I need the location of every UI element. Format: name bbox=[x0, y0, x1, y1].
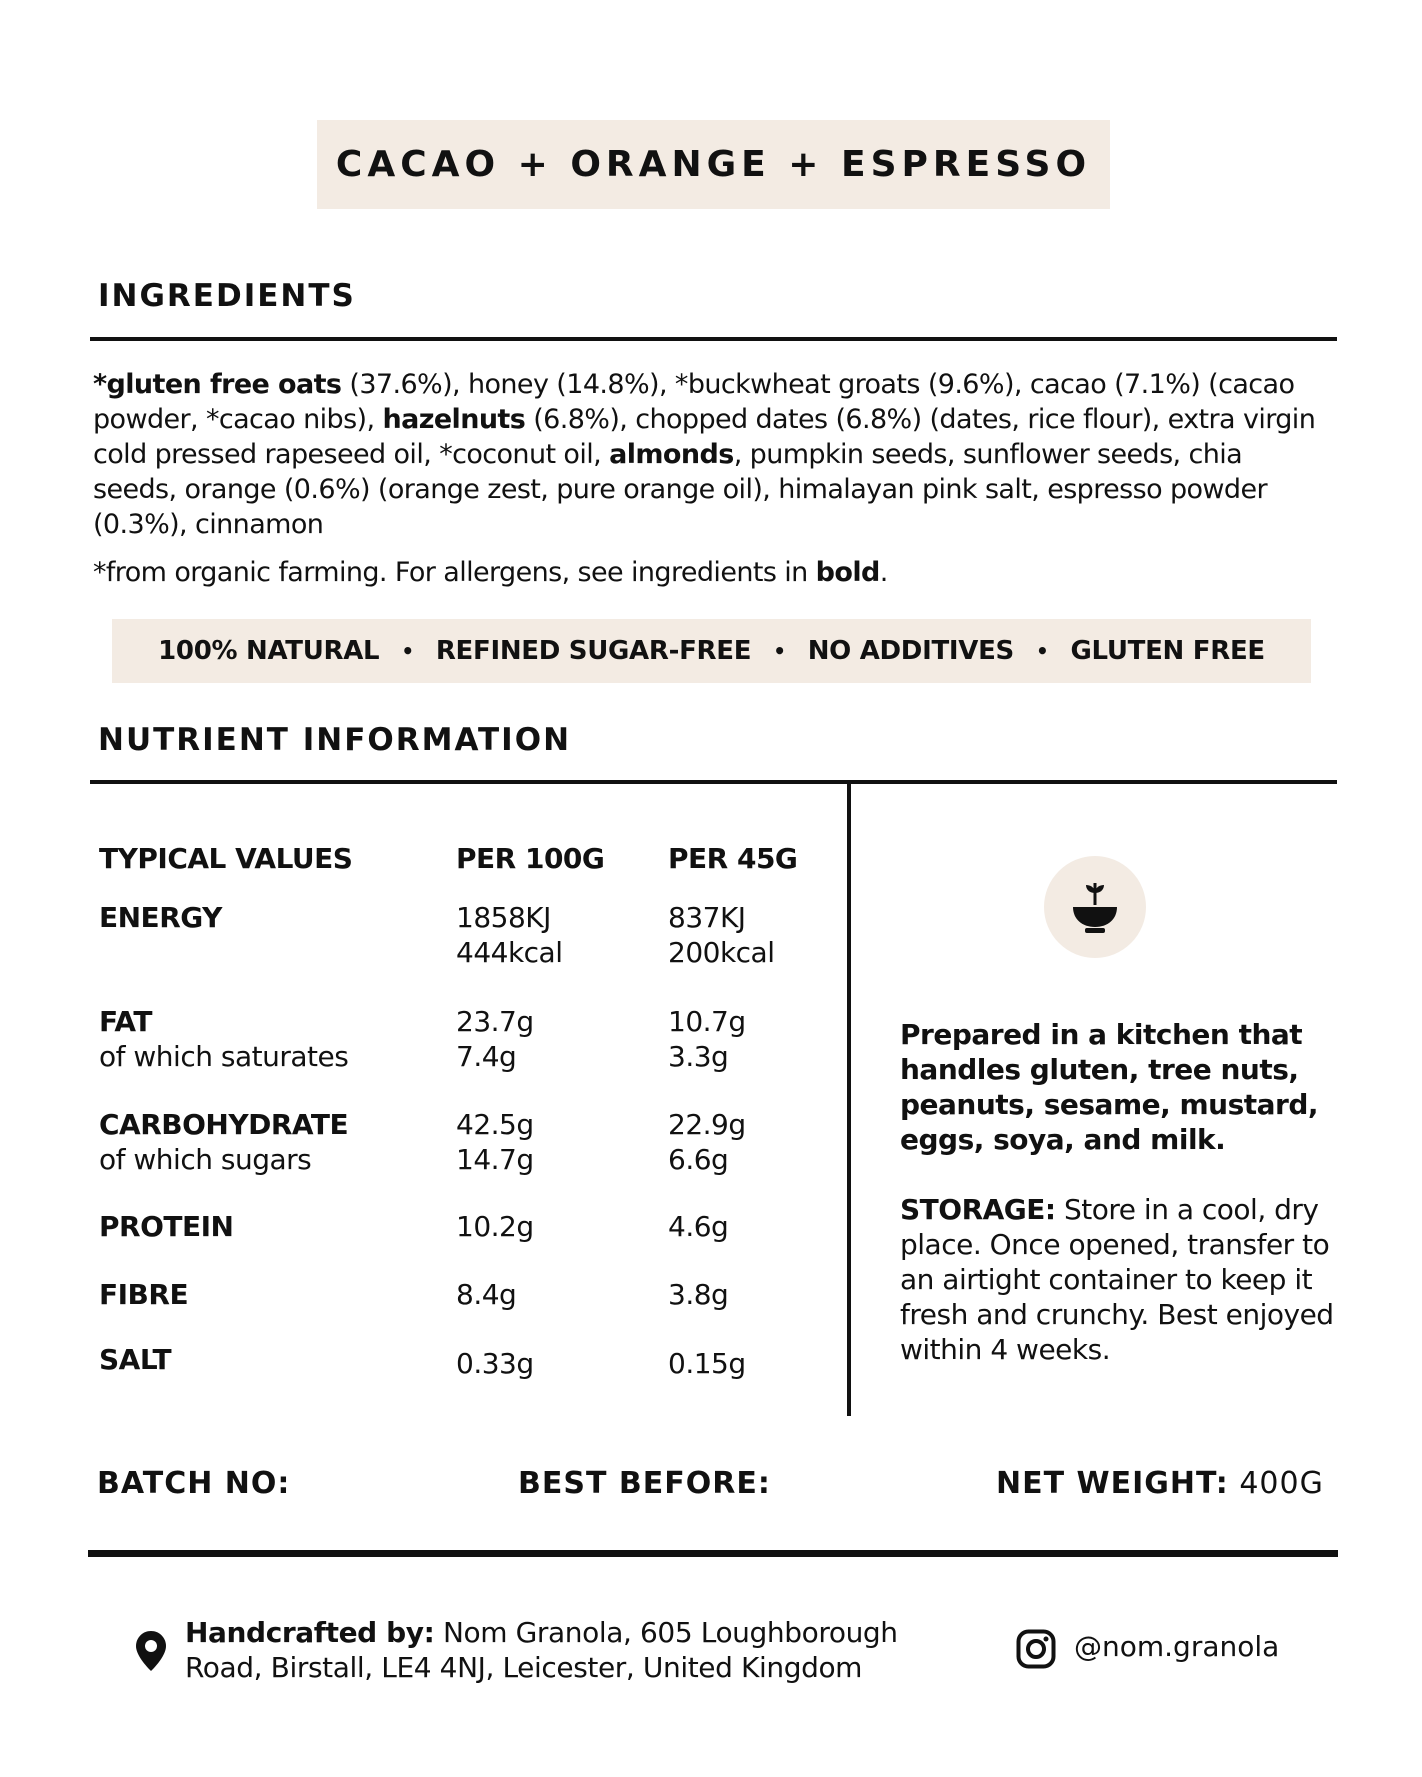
fibre-per45: 3.8g bbox=[668, 1278, 729, 1311]
instagram-icon[interactable] bbox=[1016, 1629, 1056, 1669]
sugars-label: of which sugars bbox=[99, 1143, 312, 1176]
net-weight-label: NET WEIGHT: bbox=[996, 1466, 1229, 1501]
energy-per100-kj: 1858KJ bbox=[456, 901, 551, 934]
energy-per45-kj: 837KJ bbox=[668, 901, 746, 934]
header-typical-values: TYPICAL VALUES bbox=[99, 842, 353, 875]
claim-separator: • bbox=[401, 639, 414, 663]
ingredient-allergen: almonds bbox=[609, 439, 734, 470]
storage-text: Store in a cool, dry place. Once opened, transfer to an airtight container to keep it fresh and crunchy. Best enjoyed within 4 weeks. bbox=[900, 1193, 1334, 1366]
claim-item: GLUTEN FREE bbox=[1070, 636, 1265, 666]
claim-item: NO ADDITIVES bbox=[807, 636, 1014, 666]
protein-label: PROTEIN bbox=[99, 1210, 234, 1243]
instagram-handle[interactable]: @nom.granola bbox=[1074, 1630, 1280, 1663]
product-title-box bbox=[317, 120, 1110, 209]
organic-note-suffix: . bbox=[879, 557, 888, 588]
bowl-sprout-icon bbox=[1072, 879, 1118, 935]
header-per-45g: PER 45G bbox=[668, 842, 798, 875]
fat-label: FAT bbox=[99, 1005, 153, 1038]
claim-item: REFINED SUGAR-FREE bbox=[435, 636, 752, 666]
ingredient-text: (37.6%), honey (14.8%), *buckwheat groats (9.6%), cacao (7.1%) (cacao powder, *cacao nibs), bbox=[93, 369, 1295, 435]
ingredient-text: (6.8%), chopped dates (6.8%) (dates, rice flour), extra virgin cold pressed rapeseed oil, *coconut oil, bbox=[93, 404, 1316, 470]
fibre-per100: 8.4g bbox=[456, 1278, 517, 1311]
storage-label: STORAGE: bbox=[900, 1193, 1056, 1226]
fat-per45: 10.7g bbox=[668, 1005, 746, 1038]
product-title: CACAO + ORANGE + ESPRESSO bbox=[335, 144, 1092, 185]
carbohydrate-per45: 22.9g bbox=[668, 1108, 746, 1141]
nutrition-column-divider bbox=[847, 782, 851, 1416]
net-weight bbox=[996, 1466, 1324, 1501]
header-per-100g: PER 100G bbox=[456, 842, 605, 875]
claim-separator: • bbox=[1035, 639, 1049, 663]
allergen-note: Prepared in a kitchen that handles gluten, tree nuts, peanuts, sesame, mustard, eggs, soya, and milk. bbox=[900, 1018, 1319, 1156]
bowl-icon-badge bbox=[1044, 856, 1146, 958]
ingredient-allergen: hazelnuts bbox=[382, 404, 526, 435]
carbohydrate-per100: 42.5g bbox=[456, 1108, 534, 1141]
storage-note bbox=[900, 1192, 1340, 1367]
saturates-label: of which saturates bbox=[99, 1040, 349, 1073]
best-before-label: BEST BEFORE: bbox=[518, 1466, 771, 1501]
ingredients-list bbox=[93, 367, 1333, 542]
ingredient-text: , pumpkin seeds, sunflower seeds, chia seeds, orange (0.6%) (orange zest, pure orange oil), himalayan pink salt, espresso powder (0.3%), cinnamon bbox=[93, 439, 1267, 540]
energy-per100-kcal: 444kcal bbox=[456, 936, 563, 969]
nutrition-divider bbox=[90, 780, 1337, 784]
footer-divider bbox=[88, 1550, 1338, 1557]
organic-note-text: *from organic farming. For allergens, see ingredients in bbox=[93, 557, 816, 588]
claims-bar bbox=[112, 619, 1311, 683]
ingredients-divider bbox=[90, 337, 1337, 341]
nutrition-heading: NUTRIENT INFORMATION bbox=[98, 722, 572, 758]
address-text: Nom Granola, 605 Loughborough Road, Birstall, LE4 4NJ, Leicester, United Kingdom bbox=[185, 1616, 898, 1684]
ingredients-heading: INGREDIENTS bbox=[98, 278, 356, 314]
energy-label: ENERGY bbox=[99, 901, 222, 934]
address-label: Handcrafted by: bbox=[185, 1616, 435, 1649]
claim-separator: • bbox=[773, 639, 786, 663]
ingredient-allergen: *gluten free oats bbox=[93, 369, 342, 400]
salt-label: SALT bbox=[99, 1343, 172, 1376]
salt-per100: 0.33g bbox=[456, 1347, 534, 1380]
claim-item: 100% NATURAL bbox=[158, 636, 380, 666]
saturates-per100: 7.4g bbox=[456, 1040, 517, 1073]
protein-per45: 4.6g bbox=[668, 1210, 729, 1243]
protein-per100: 10.2g bbox=[456, 1210, 534, 1243]
salt-per45: 0.15g bbox=[668, 1347, 746, 1380]
carbohydrate-label: CARBOHYDRATE bbox=[99, 1108, 349, 1141]
organic-note-bold: bold bbox=[815, 557, 880, 588]
organic-note bbox=[93, 555, 1333, 590]
location-pin-icon bbox=[135, 1630, 167, 1672]
maker-address bbox=[185, 1615, 945, 1685]
fibre-label: FIBRE bbox=[99, 1278, 189, 1311]
fat-per100: 23.7g bbox=[456, 1005, 534, 1038]
energy-per45-kcal: 200kcal bbox=[668, 936, 775, 969]
sugars-per100: 14.7g bbox=[456, 1143, 534, 1176]
batch-number-label: BATCH NO: bbox=[97, 1466, 291, 1501]
net-weight-value: 400G bbox=[1228, 1466, 1324, 1501]
saturates-per45: 3.3g bbox=[668, 1040, 729, 1073]
sugars-per45: 6.6g bbox=[668, 1143, 729, 1176]
